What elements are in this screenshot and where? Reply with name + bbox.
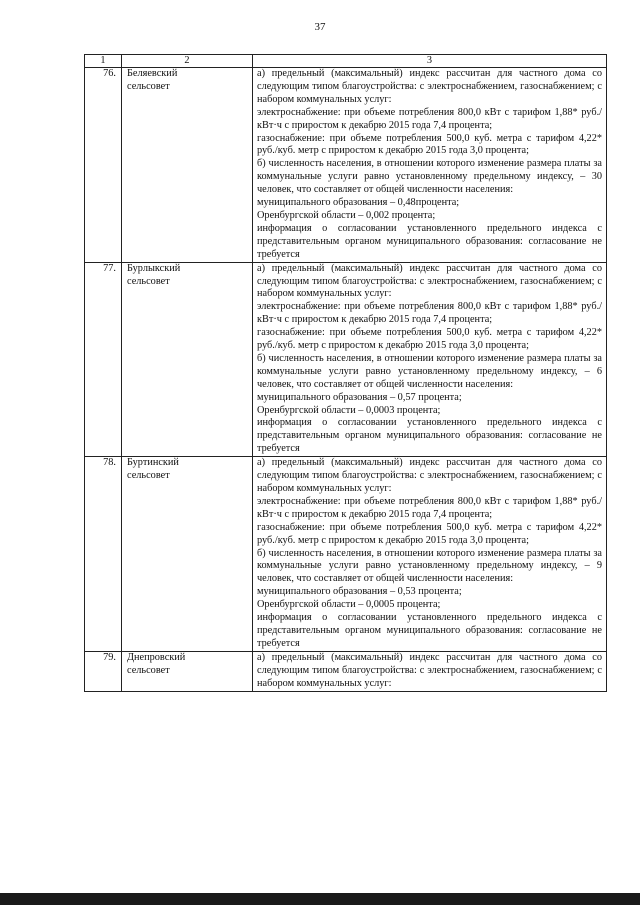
description-paragraph: газоснабжение: при объеме потребления 500,0 куб. метра с тарифом 4,22* руб./куб. метр с приростом к декабрю 2015 года 3,0 процента; — [257, 327, 602, 352]
description-paragraph: б) численность населения, в отношении которого изменение размера платы за коммунальные услуги равно установленному предельному индексу, – 9 человек, что составляет от общей численности населения: — [257, 547, 602, 585]
table-row — [85, 457, 607, 652]
settlement-name-line: сельсовет — [127, 470, 170, 482]
tariff-index-table — [84, 54, 607, 692]
page-number: 37 — [314, 21, 326, 33]
description-paragraph: а) предельный (максимальный) индекс рассчитан для частного дома со следующим типом благоустройства: с электроснабжением, газоснабжением; с набором коммунальных услуг: — [257, 262, 602, 300]
table-row — [85, 651, 607, 691]
row-number: 78. — [85, 457, 122, 652]
description-paragraph: информация о согласовании установленного предельного индекса с представительным органом муниципального образования: согласование не требуется — [257, 222, 602, 260]
settlement-name-line: сельсовет — [127, 80, 170, 92]
description-paragraph: а) предельный (максимальный) индекс рассчитан для частного дома со следующим типом благоустройства: с электроснабжением, газоснабжением; с набором коммунальных услуг: — [257, 68, 602, 105]
settlement-name-line: Буртинский — [127, 457, 179, 469]
description-paragraph: газоснабжение: при объеме потребления 500,0 куб. метра с тарифом 4,22* руб./куб. метр с приростом к декабрю 2015 года 3,0 процента; — [257, 132, 602, 157]
description-paragraph: муниципального образования – 0,53 процента; — [257, 586, 462, 598]
settlement-name-line: Бурлыкский — [127, 262, 181, 274]
index-description — [253, 262, 607, 457]
table-row — [85, 262, 607, 457]
row-number: 79. — [85, 651, 122, 691]
description-paragraph: Оренбургской области – 0,0005 процента; — [257, 599, 441, 611]
settlement-name — [122, 457, 253, 652]
description-paragraph: газоснабжение: при объеме потребления 500,0 куб. метра с тарифом 4,22* руб./куб. метр с приростом к декабрю 2015 года 3,0 процента; — [257, 521, 602, 546]
description-paragraph: информация о согласовании установленного предельного индекса с представительным органом муниципального образования: согласование не требуется — [257, 417, 602, 455]
description-paragraph: б) численность населения, в отношении которого изменение размера платы за коммунальные услуги равно установленному предельному индексу, – 6 человек, что составляет от общей численности населения: — [257, 352, 602, 390]
index-description — [253, 68, 607, 263]
settlement-name — [122, 651, 253, 691]
header-col-2: 2 — [122, 55, 253, 68]
header-col-3: 3 — [253, 55, 607, 68]
description-paragraph: электроснабжение: при объеме потребления 800,0 кВт с тарифом 1,88* руб./кВт·ч с приростом к декабрю 2015 года 7,4 процента; — [257, 495, 602, 520]
description-paragraph: муниципального образования – 0,48процента; — [257, 197, 460, 209]
row-number: 76. — [85, 68, 122, 263]
settlement-name-line: Беляевский — [127, 68, 178, 79]
description-paragraph: Оренбургской области – 0,0003 процента; — [257, 404, 441, 416]
description-paragraph: а) предельный (максимальный) индекс рассчитан для частного дома со следующим типом благоустройства: с электроснабжением, газоснабжением; с набором коммунальных услуг: — [257, 457, 602, 494]
settlement-name-line: сельсовет — [127, 275, 170, 287]
row-number: 77. — [85, 262, 122, 457]
index-description — [253, 651, 607, 691]
index-description — [253, 457, 607, 652]
description-paragraph: муниципального образования – 0,57 процента; — [257, 391, 462, 403]
header-col-1: 1 — [85, 55, 122, 68]
settlement-name-line: сельсовет — [127, 664, 170, 676]
scan-bottom-edge — [0, 893, 640, 905]
settlement-name-line: Днепровский — [127, 651, 186, 663]
description-paragraph: а) предельный (максимальный) индекс рассчитан для частного дома со следующим типом благоустройства: с электроснабжением, газоснабжением; с набором коммунальных услуг: — [257, 651, 602, 689]
description-paragraph: электроснабжение: при объеме потребления 800,0 кВт с тарифом 1,88* руб./кВт·ч с приростом к декабрю 2015 года 7,4 процента; — [257, 106, 602, 131]
description-paragraph: информация о согласовании установленного предельного индекса с представительным органом муниципального образования: согласование не требуется — [257, 612, 602, 649]
description-paragraph: Оренбургской области – 0,002 процента; — [257, 209, 436, 221]
settlement-name — [122, 262, 253, 457]
table-row — [85, 68, 607, 263]
description-paragraph: электроснабжение: при объеме потребления 800,0 кВт с тарифом 1,88* руб./кВт·ч с приростом к декабрю 2015 года 7,4 процента; — [257, 301, 602, 326]
description-paragraph: б) численность населения, в отношении которого изменение размера платы за коммунальные услуги равно установленному предельному индексу, – 30 человек, что составляет от общей численности населения: — [257, 158, 602, 196]
table-header-row — [85, 55, 607, 68]
settlement-name — [122, 68, 253, 263]
